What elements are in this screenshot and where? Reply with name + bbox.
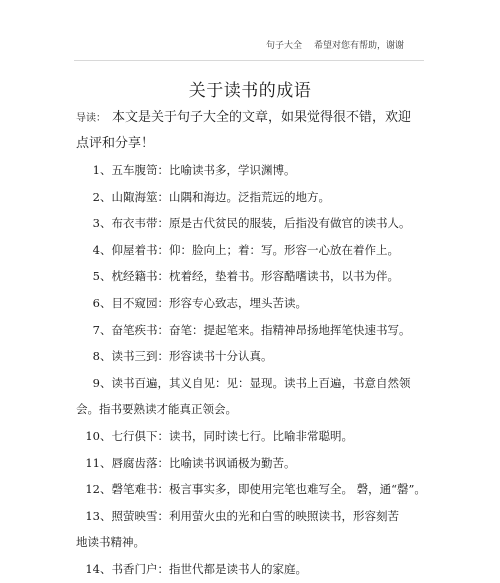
item-number: 12 [85,482,100,497]
item-text: 、唇腐齿落：比喻读书讽诵极为勤苦。 [100,455,296,470]
list-item [76,263,421,290]
item-text: 、磬笔难书：极言事实多，即使用完笔也难写全。 磬，通“罄”。 [100,482,426,497]
list-item [76,317,421,344]
list-item [76,556,421,583]
item-number: 2 [92,189,100,204]
item-text: 、照萤映雪：利用萤火虫的光和白雪的映照读书，形容刻苦 [100,508,399,523]
item-text: 、书香门户：指世代都是读书人的家庭。 [100,561,307,576]
list-item [76,290,421,317]
page-header [266,38,404,51]
list-item [76,210,421,237]
document-title: 关于读书的成语 [188,81,312,101]
list-item [76,423,421,450]
list-item [76,184,421,211]
list-item [76,237,421,264]
item-number: 1 [92,163,100,177]
item-number: 9 [92,375,100,390]
item-text: 、读书百遍，其义自见：见：显现。读书上百遍，书意自然领 [100,375,411,390]
intro-lead: 导读： [76,113,106,124]
item-text: 、奋笔疾书：奋笔：提起笔来。指精神昂扬地挥笔快速书写。 [100,322,411,337]
header-rule [74,60,424,61]
item-number: 6 [92,295,100,310]
header-right-text: 希望对您有帮助，谢谢 [314,41,405,51]
list-item [76,476,426,503]
item-text-continued: 会。指书要熟读才能真正领会。 [76,402,237,417]
item-number: 5 [92,269,100,284]
item-number: 10 [85,428,100,443]
item-text: 、布衣韦带：原是古代贫民的服装，后指没有做官的读书人。 [100,216,411,231]
item-number: 7 [92,322,100,337]
idiom-list [76,157,426,583]
item-text: 、山陬海筮：山隅和海边。泛指荒远的地方。 [100,189,330,204]
item-text: 、读书三到：形容读书十分认真。 [100,349,273,364]
item-number: 4 [92,242,100,257]
list-item [76,343,421,370]
header-left-text: 句子大全 [266,41,303,51]
item-number: 14 [85,561,100,576]
item-number: 11 [85,455,100,470]
list-item [76,157,421,184]
item-number: 13 [85,508,100,523]
item-text: 、目不窥园：形容专心致志，埋头苦读。 [100,295,307,310]
intro-paragraph [76,105,416,156]
item-text: 、枕经籍书：枕着经，垫着书。形容酷嗜读书，以书为伴。 [100,269,399,284]
item-number: 8 [92,349,100,364]
list-item [76,370,421,423]
list-item [76,503,421,556]
item-number: 3 [92,216,100,231]
item-text-continued: 地读书精神。 [76,535,145,550]
item-text: 、五车腹笥：比喻读书多，学识渊博。 [100,163,296,177]
list-item [76,450,421,477]
intro-text: 本文是关于句子大全的文章，如果觉得很不错，欢迎点评和分享！ [76,110,412,151]
item-text: 、七行俱下：读书，同时读七行。比喻非常聪明。 [100,428,353,443]
item-text: 、仰屋着书：仰：脸向上；着：写。形容一心放在着作上。 [100,242,399,257]
